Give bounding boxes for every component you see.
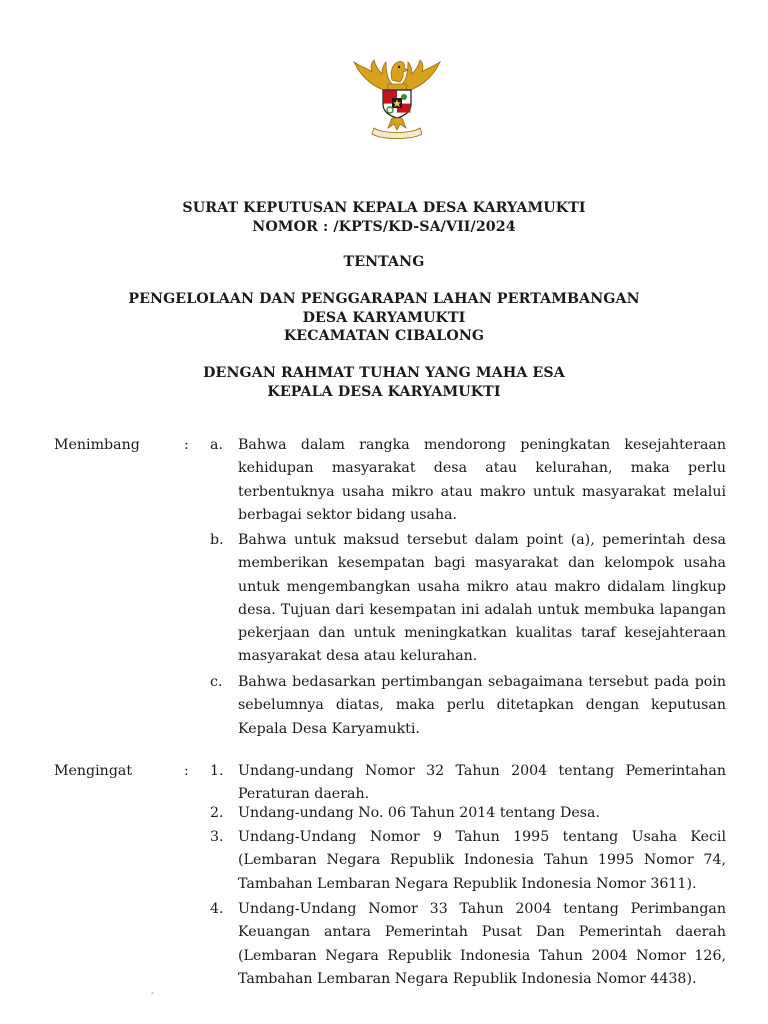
tentang-heading: TENTANG: [343, 254, 425, 270]
mengingat-label: Mengingat: [54, 763, 133, 779]
menimbang-item-a: Bahwa dalam rangka mendorong peningkatan kesejahteraan kehidupan masyarakat desa atau kelurahan, maka perlu terbentuknya usaha mikro atau makro untuk masyarakat melalui berbagai sektor bidang usaha.: [238, 437, 726, 523]
item-marker: a.: [210, 437, 223, 453]
subject-line: DESA KARYAMUKTI: [302, 310, 466, 326]
menimbang-item-b: Bahwa untuk maksud tersebut dalam point (a), pemerintah desa memberikan kesempatan bagi masyarakat dan kelompok usaha untuk mengembangkan usaha mikro atau makro didalam lingkup desa. Tujuan dari kesempatan ini adalah untuk membuka lapangan pekerjaan dan untuk meningkatkan kualitas taraf kesejahteraan masyarakat desa atau kelurahan.: [238, 532, 726, 665]
item-marker: b.: [210, 532, 224, 548]
document-number: NOMOR : /KPTS/KD-SA/VII/2024: [252, 219, 516, 235]
preamble-line: KEPALA DESA KARYAMUKTI: [267, 384, 501, 400]
item-marker: 4.: [210, 901, 224, 917]
mengingat-colon: :: [184, 763, 189, 779]
item-marker: 2.: [210, 805, 224, 821]
menimbang-item-c: Bahwa bedasarkan pertimbangan sebagaimana tersebut pada poin sebelumnya diatas, maka perlu ditetapkan dengan keputusan Kepala Desa Karyamukti.: [238, 674, 726, 737]
menimbang-colon: :: [184, 437, 189, 453]
item-marker: c.: [210, 674, 223, 690]
mengingat-item-3: Undang-Undang Nomor 9 Tahun 1995 tentang Usaha Kecil (Lembaran Negara Republik Indonesia Tahun 1995 Nomor 74, Tambahan Lembaran Negara Republik Indonesia Nomor 3611).: [238, 829, 726, 892]
garuda-pancasila-emblem: [348, 54, 446, 144]
mengingat-item-4: Undang-Undang Nomor 33 Tahun 2004 tentang Perimbangan Keuangan antara Pemerintah Pusat Dan Pemerintah daerah (Lembaran Negara Republik Indonesia Tahun 2004 Nomor 126, Tambahan Lembaran Negara Republik Indonesia Nomor 4438).: [238, 901, 726, 987]
document-title: SURAT KEPUTUSAN KEPALA DESA KARYAMUKTI: [182, 200, 586, 216]
mengingat-item-2: Undang-undang No. 06 Tahun 2014 tentang Desa.: [238, 805, 600, 821]
scan-speck: ‸: [151, 985, 155, 995]
item-marker: 1.: [210, 763, 224, 779]
item-marker: 3.: [210, 829, 224, 845]
subject-line: PENGELOLAAN DAN PENGGARAPAN LAHAN PERTAMBANGAN: [128, 291, 640, 307]
mengingat-item-1: Undang-undang Nomor 32 Tahun 2004 tentang Pemerintahan Peraturan daerah.: [238, 763, 726, 803]
subject-line: KECAMATAN CIBALONG: [283, 328, 485, 344]
menimbang-label: Menimbang: [54, 437, 140, 453]
preamble-line: DENGAN RAHMAT TUHAN YANG MAHA ESA: [203, 365, 565, 381]
